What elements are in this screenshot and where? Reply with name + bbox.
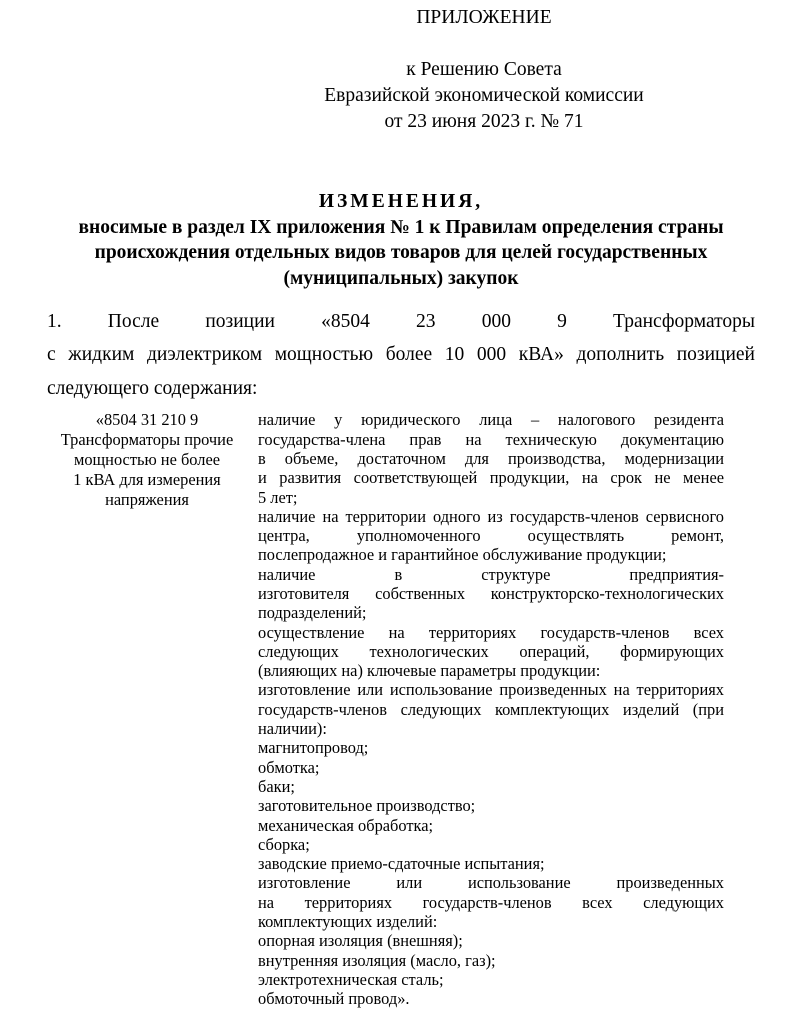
position-conditions-cell	[258, 410, 724, 1008]
clause-1-paragraph	[47, 305, 755, 406]
document-title-line: вносимые в раздел IX приложения № 1 к Правилам определения страны	[78, 216, 724, 238]
position-condition-line: государств-членов следующих комплектующих изделий (при	[258, 699, 724, 719]
position-condition-line: послепродажное и гарантийное обслуживание продукции;	[258, 545, 667, 565]
inserted-position-row	[47, 410, 755, 1008]
document-title-lines	[47, 215, 755, 292]
appendix-header	[213, 5, 755, 135]
position-code-line: 1 кВА для измерения	[73, 469, 221, 489]
position-condition-line: на территориях государств-членов всех следующих	[258, 892, 724, 912]
position-condition-line: (влияющих на) ключевые параметры продукции:	[258, 661, 601, 681]
position-condition-line: магнитопровод;	[258, 738, 369, 758]
position-code-line: мощностью не более	[73, 449, 220, 469]
position-condition-line: наличии):	[258, 719, 327, 739]
position-condition-line: опорная изоляция (внешняя);	[258, 931, 463, 951]
position-condition-line: обмоточный провод».	[258, 989, 410, 1009]
document-title-line: (муниципальных) закупок	[283, 268, 519, 290]
document-title-line: происхождения отдельных видов товаров для целей государственных	[94, 242, 708, 264]
document-title-word: ИЗМЕНЕНИЯ,	[318, 191, 484, 212]
appendix-reference-line: Евразийской экономической комиссии	[324, 85, 644, 106]
position-condition-line: центра, уполномоченного осуществлять ремонт,	[258, 526, 724, 546]
position-condition-line: заводские приемо-сдаточные испытания;	[258, 854, 545, 874]
position-code-cell	[47, 410, 247, 509]
position-condition-line: наличие на территории одного из государств-членов сервисного	[258, 506, 724, 526]
position-condition-line: изготовителя собственных конструкторско-технологических	[258, 583, 724, 603]
position-condition-line: баки;	[258, 776, 295, 796]
position-code-line: Трансформаторы прочие	[60, 430, 234, 450]
position-condition-line: подразделений;	[258, 603, 367, 623]
document-title	[47, 189, 755, 292]
clause-1-line: с жидким диэлектриком мощностью более 10 000 кВА» дополнить позицией	[47, 344, 755, 366]
position-condition-line: государства-члена прав на техническую документацию	[258, 429, 724, 449]
position-condition-line: изготовление или использование произведенных	[258, 873, 724, 893]
position-condition-line: следующих технологических операций, формирующих	[258, 641, 724, 661]
appendix-label: ПРИЛОЖЕНИЕ	[416, 7, 552, 28]
position-condition-line: комплектующих изделий:	[258, 912, 438, 932]
position-condition-line: сборка;	[258, 834, 310, 854]
appendix-reference-line: от 23 июня 2023 г. № 71	[384, 111, 584, 132]
position-condition-line: электротехническая сталь;	[258, 969, 444, 989]
position-code-line: напряжения	[105, 489, 189, 509]
appendix-reference	[213, 57, 755, 135]
position-condition-line: наличие в структуре предприятия-	[258, 564, 724, 584]
position-condition-line: механическая обработка;	[258, 815, 434, 835]
position-condition-line: изготовление или использование произведенных на территориях	[258, 680, 724, 700]
position-condition-line: осуществление на территориях государств-членов всех	[258, 622, 724, 642]
position-condition-line: и развития соответствующей продукции, на срок не менее	[258, 468, 724, 488]
position-condition-line: 5 лет;	[258, 487, 298, 507]
position-condition-line: внутренняя изоляция (масло, газ);	[258, 950, 496, 970]
clause-1-line: следующего содержания:	[47, 377, 258, 399]
position-condition-line: в объеме, достаточном для производства, модернизации	[258, 448, 724, 468]
position-condition-line: наличие у юридического лица – налогового резидента	[258, 410, 724, 430]
clause-1-line: 1. После позиции «8504 23 000 9 Трансформаторы	[47, 310, 755, 332]
position-code-line: «8504 31 210 9	[95, 410, 199, 430]
position-condition-line: заготовительное производство;	[258, 796, 476, 816]
appendix-reference-line: к Решению Совета	[406, 59, 562, 80]
position-condition-line: обмотка;	[258, 757, 320, 777]
